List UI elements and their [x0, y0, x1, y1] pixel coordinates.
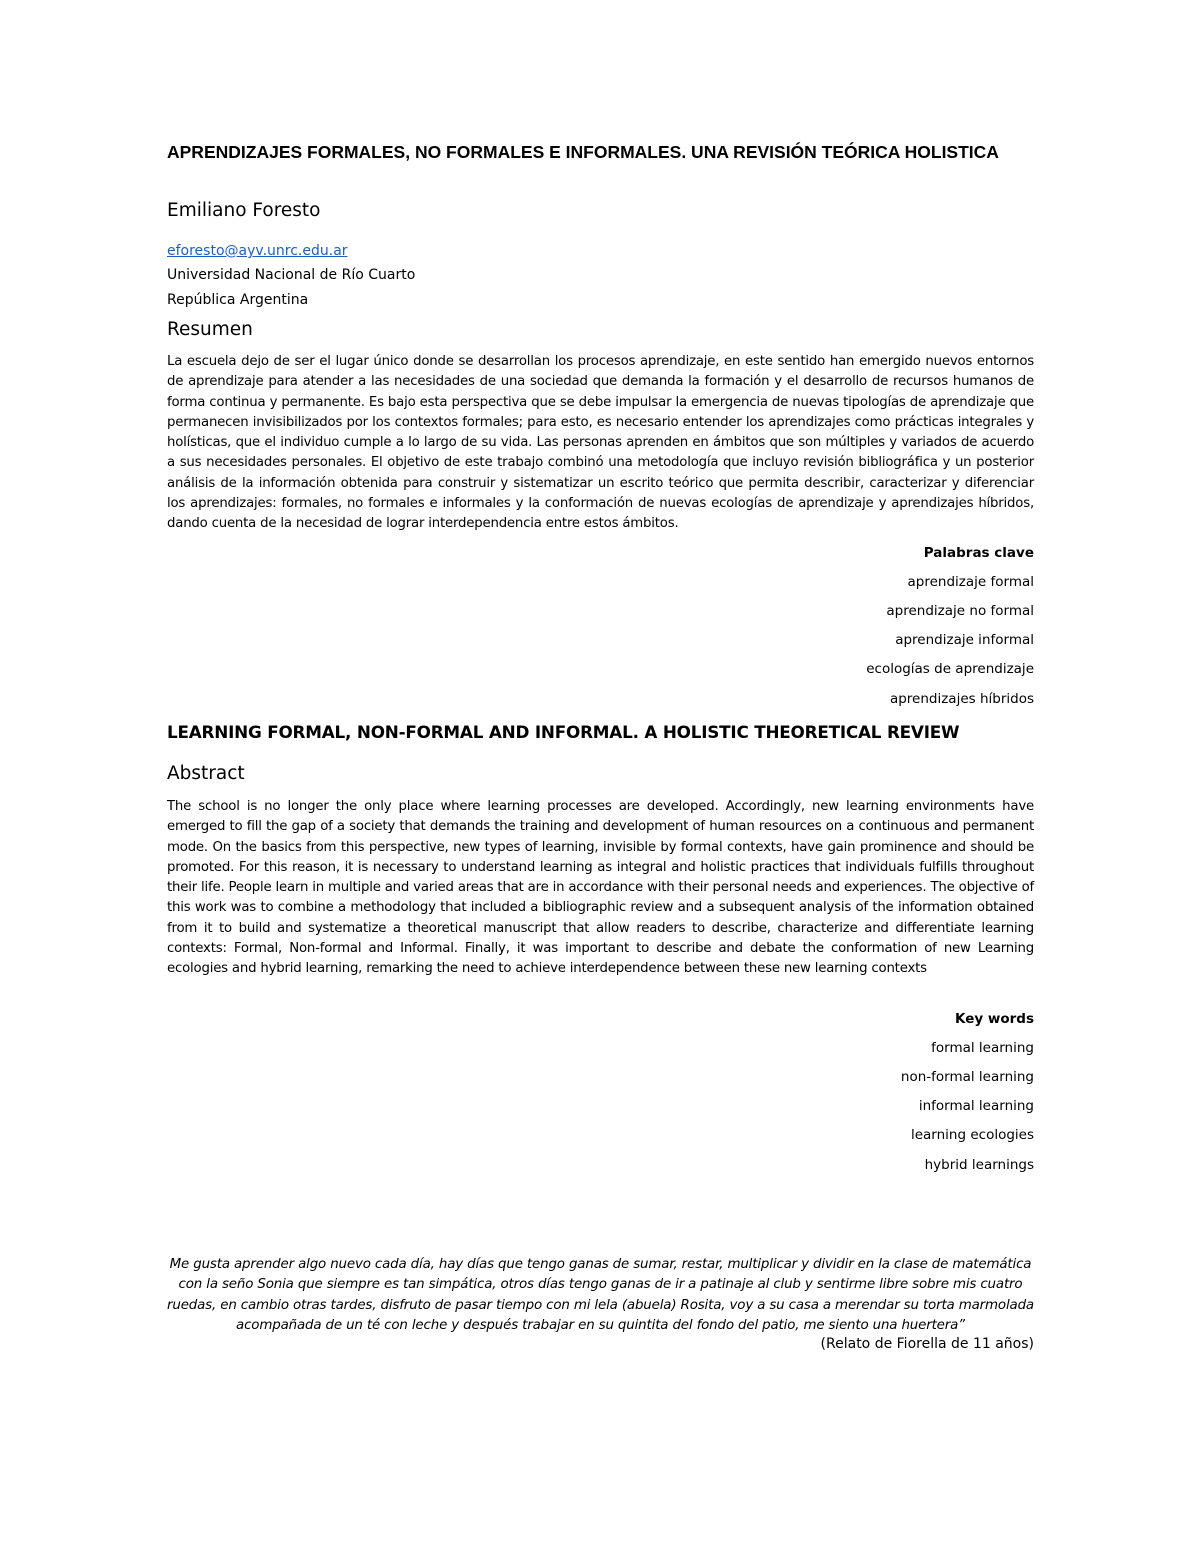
- keyword-es: aprendizaje formal: [907, 574, 1034, 590]
- keyword-en: learning ecologies: [910, 1127, 1034, 1143]
- affiliation-country: República Argentina: [167, 292, 309, 308]
- abstract-heading: Abstract: [167, 763, 245, 784]
- keyword-es: aprendizaje no formal: [886, 603, 1034, 619]
- epigraph-quote: Me gusta aprender algo nuevo cada día, hay días que tengo ganas de sumar, restar, multiplicar y dividir en la clase de matemática con la seño Sonia que siempre es tan simpática, otros días tengo ganas de ir a patinaje al club y sentirme libre sobre mis cuatro ruedas, en cambio otras tardes, disfruto de pasar tiempo con mi lela (abuela) Rosita, voy a su casa a merendar su torta marmolada acompañada de un té con leche y después trabajar en su quintita del fondo del patio, me siento una huertera”: [167, 1257, 1034, 1334]
- resumen-heading: Resumen: [167, 319, 253, 340]
- paper-title: APRENDIZAJES FORMALES, NO FORMALES E INFORMALES. UNA REVISIÓN TEÓRICA HOLISTICA: [167, 142, 999, 162]
- keyword-en: formal learning: [931, 1040, 1034, 1056]
- keyword-en: informal learning: [918, 1098, 1034, 1114]
- author-name: Emiliano Foresto: [167, 200, 321, 221]
- palabras-clave-heading: Palabras clave: [923, 545, 1034, 561]
- keyword-en: hybrid learnings: [924, 1157, 1034, 1173]
- keyword-es: aprendizaje informal: [895, 632, 1034, 648]
- author-email-link[interactable]: eforesto@ayv.unrc.edu.ar: [167, 243, 348, 259]
- english-title: LEARNING FORMAL, NON-FORMAL AND INFORMAL. A HOLISTIC THEORETICAL REVIEW: [167, 722, 960, 742]
- key-words-heading: Key words: [955, 1011, 1034, 1027]
- keyword-es: aprendizajes híbridos: [889, 691, 1034, 707]
- affiliation-university: Universidad Nacional de Río Cuarto: [167, 267, 416, 283]
- keyword-es: ecologías de aprendizaje: [866, 661, 1034, 677]
- resumen-body: La escuela dejo de ser el lugar único donde se desarrollan los procesos aprendizaje, en este sentido han emergido nuevos entornos de aprendizaje para atender a las necesidades de una sociedad que demanda la formación y el desarrollo de recursos humanos de forma continua y permanente. Es bajo esta perspectiva que se debe impulsar la emergencia de nuevas tipologías de aprendizaje que permanecen invisibilizados por los contextos formales; para esto, es necesario entender los aprendizajes como prácticas integrales y holísticas, que el individuo cumple a lo largo de su vida. Las personas aprenden en ámbitos que son múltiples y variados de acuerdo a sus necesidades personales. El objetivo de este trabajo combinó una metodología que incluyo revisión bibliográfica y un posterior análisis de la información obtenida para construir y sistematizar un escrito teórico que permita describir, caracterizar y diferenciar los aprendizajes: formales, no formales e informales y la conformación de nuevas ecologías de aprendizaje y aprendizajes híbridos, dando cuenta de la necesidad de lograr interdependencia entre estos ámbitos.: [167, 354, 1034, 532]
- keyword-en: non-formal learning: [900, 1069, 1034, 1085]
- abstract-body: The school is no longer the only place where learning processes are developed. Accordingly, new learning environments have emerged to fill the gap of a society that demands the training and development of human resources on a continuous and permanent mode. On the basics from this perspective, new types of learning, invisible by formal contexts, have gain prominence and should be promoted. For this reason, it is necessary to understand learning as integral and holistic practices that individuals fulfills throughout their life. People learn in multiple and varied areas that are in accordance with their personal needs and experiences. The objective of this work was to combine a methodology that included a bibliographic review and a subsequent analysis of the information obtained from it to build and systematize a theoretical manuscript that allow readers to describe, characterize and differentiate learning contexts: Formal, Non-formal and Informal. Finally, it was important to describe and debate the conformation of new Learning ecologies and hybrid learning, remarking the need to achieve interdependence between these new learning contexts: [167, 799, 1034, 977]
- epigraph-source: (Relato de Fiorella de 11 años): [820, 1336, 1034, 1352]
